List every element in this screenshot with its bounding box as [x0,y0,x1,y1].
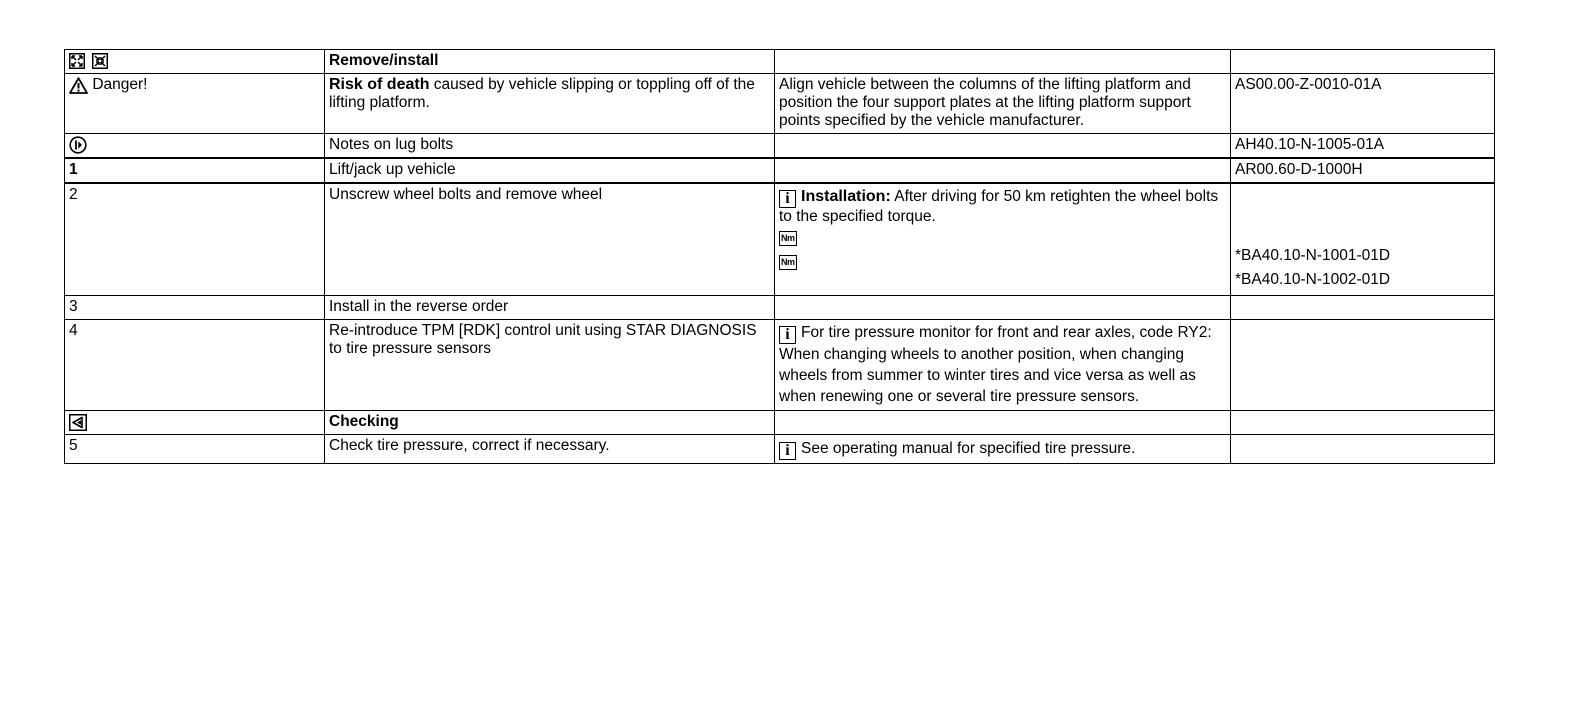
info-icon: i [779,442,796,460]
danger-reference: AS00.00-Z-0010-01A [1231,74,1495,134]
remove-install-icons-cell [65,50,325,74]
warning-triangle-icon [69,77,88,94]
step-number: 3 [65,296,325,320]
step-text: Install in the reverse order [325,296,775,320]
empty-cell [1231,411,1495,435]
checking-heading: Checking [325,411,775,435]
table-row [65,435,1495,464]
torque-reference-1: *BA40.10-N-1001-01D [1235,247,1391,265]
step-info-cell [775,183,1231,296]
danger-cell [65,74,325,134]
notes-reference: AH40.10-N-1005-01A [1231,134,1495,159]
step-number: 2 [65,183,325,296]
step-info-cell [775,435,1231,464]
notes-on-lug-bolts-icon [69,136,87,154]
step-text: Lift/jack up vehicle [325,158,775,183]
empty-cell [775,411,1231,435]
install-icon [92,53,108,69]
step-number: 4 [65,320,325,411]
empty-cell [775,134,1231,159]
torque-nm-icon: Nm [779,255,797,270]
empty-cell [775,296,1231,320]
table-row [65,320,1495,411]
step-number: 5 [65,435,325,464]
torque-reference-2: *BA40.10-N-1002-01D [1235,271,1391,289]
checking-icon [69,414,87,431]
empty-cell [1231,320,1495,411]
risk-bold-text: Risk of death [329,76,430,93]
empty-cell [775,158,1231,183]
table-row [65,296,1495,320]
installation-text: After driving for 50 km retighten the wheel bolts to the specified torque. [779,188,1219,226]
step-info-cell [775,320,1231,411]
step-text: Check tire pressure, correct if necessary. [325,435,775,464]
checking-icon-cell [65,411,325,435]
notes-icon-cell [65,134,325,159]
danger-measure-cell: Align vehicle between the columns of the lifting platform and position the four support plates at the lifting platform support points specified by the vehicle manufacturer. [775,74,1231,134]
info-icon: i [779,326,796,344]
step-number: 1 [65,158,325,183]
table-row [65,158,1495,183]
notes-text: Notes on lug bolts [325,134,775,159]
remove-icon [69,53,85,69]
danger-label: Danger! [92,76,148,93]
table-row-checking [65,411,1495,435]
installation-bold-text: Installation: [801,188,891,206]
procedure-table [64,49,1495,464]
table-row-remove-install [65,50,1495,74]
step-reference-cell [1231,183,1495,296]
table-row-notes [65,134,1495,159]
table-row-danger [65,74,1495,134]
step-text: Unscrew wheel bolts and remove wheel [325,183,775,296]
empty-cell [1231,50,1495,74]
info-icon: i [779,190,796,208]
step-reference: AR00.60-D-1000H [1231,158,1495,183]
empty-cell [775,50,1231,74]
risk-text: caused by vehicle slipping or toppling off of the lifting platform. [329,76,755,111]
torque-nm-icon: Nm [779,231,797,246]
remove-install-heading: Remove/install [325,50,775,74]
empty-cell [1231,435,1495,464]
empty-cell [1231,296,1495,320]
tpm-info-text: For tire pressure monitor for front and rear axles, code RY2: When changing wheels to another position, when changing wheels from summer to winter tires and vice versa as well as when renewing one or several tire pressure sensors. [779,324,1212,406]
step-text: Re-introduce TPM [RDK] control unit using STAR DIAGNOSIS to tire pressure sensors [325,320,775,411]
pressure-info-text: See operating manual for specified tire pressure. [801,440,1136,458]
table-row [65,183,1495,296]
danger-risk-cell [325,74,775,134]
